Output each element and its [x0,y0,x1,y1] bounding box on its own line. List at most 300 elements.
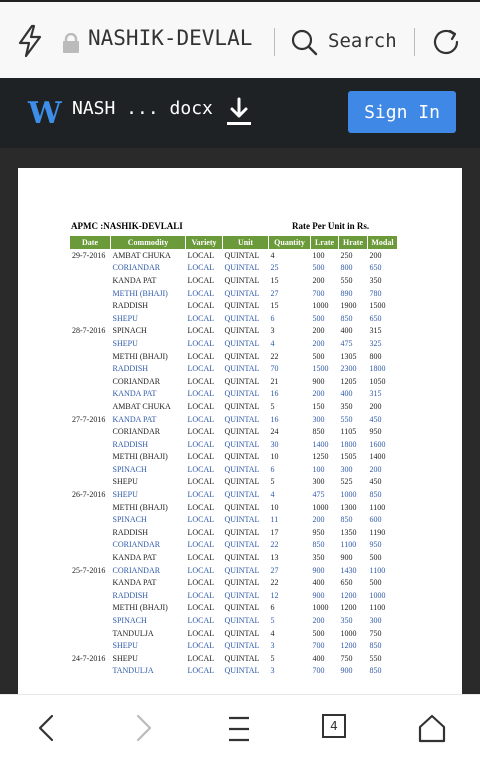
table-cell: LOCAL [187,313,215,323]
table-cell: 1900 [340,301,357,311]
download-icon[interactable] [224,96,254,128]
table-cell: 25-7-2016 [72,565,106,575]
tabs-icon[interactable]: 4 [322,714,346,738]
table-cell: 200 [312,338,325,348]
table-cell: LOCAL [187,527,215,537]
table-cell: 24-7-2016 [72,653,106,663]
table-cell: 5 [270,616,275,626]
table-cell [70,262,111,275]
column-header: Lrate [311,236,339,249]
table-cell: 27 [270,288,279,298]
table-cell: 900 [340,553,353,563]
table-cell: 350 [340,401,353,411]
table-cell: RADDISH [112,527,149,537]
table-cell: TANDULJA [112,666,154,676]
table-cell: LOCAL [187,263,215,273]
table-row [70,425,398,438]
table-cell: 4 [270,250,275,260]
table-cell: 350 [312,553,325,563]
table-cell: KANDA PAT [112,275,157,285]
table-cell: 400 [312,653,325,663]
table-cell: 500 [369,578,382,588]
table-cell: LOCAL [187,364,215,374]
table-cell: QUINTAL [224,364,260,374]
table-cell [70,614,111,627]
table-cell [70,526,111,539]
table-cell [70,501,111,514]
table-cell: QUINTAL [224,301,260,311]
table-cell [70,312,111,325]
table-cell: 26-7-2016 [72,490,106,500]
table-cell: 300 [369,616,382,626]
table-cell: 22 [270,540,279,550]
table-row [70,551,398,564]
table-cell: 15 [270,275,279,285]
table-cell [70,627,111,640]
table-cell: CORIANDAR [112,540,161,550]
document-filename: NASH ... docx [72,98,213,119]
table-cell [70,400,111,413]
table-cell: 400 [340,326,353,336]
table-cell: 700 [312,641,325,651]
table-cell: SHEPU [112,313,138,323]
table-row [70,513,398,526]
table-cell: 3 [270,326,275,336]
table-cell: QUINTAL [224,578,260,588]
table-cell: 27 [270,565,279,575]
table-cell: 300 [340,464,353,474]
lock-icon [62,33,80,53]
table-cell: LOCAL [187,401,215,411]
table-cell: 6 [270,603,275,613]
table-cell: 450 [369,414,382,424]
table-cell: 29-7-2016 [72,250,106,260]
table-cell [70,337,111,350]
table-cell [70,551,111,564]
table-cell: 200 [312,326,325,336]
table-cell: 1400 [369,452,386,462]
table-cell [70,274,111,287]
table-cell [70,350,111,363]
table-cell: SPINACH [112,464,147,474]
table-cell: 500 [312,263,325,273]
table-cell: QUINTAL [224,527,260,537]
table-cell [70,463,111,476]
column-header: Hrate [339,236,368,249]
table-cell: QUINTAL [224,540,260,550]
table-cell: QUINTAL [224,263,260,273]
table-cell: 10 [270,452,279,462]
table-cell: 850 [369,641,382,651]
divider [274,28,275,56]
table-cell: 10 [270,502,279,512]
table-cell: 900 [312,565,325,575]
bottom-navigation [0,694,480,765]
table-row [70,463,398,476]
table-cell: RADDISH [112,439,149,449]
table-cell: 22 [270,578,279,588]
table-cell: 400 [340,389,353,399]
table-cell: 1305 [340,351,357,361]
table-cell: QUINTAL [224,553,260,563]
table-cell: 950 [312,527,325,537]
table-row [70,287,398,300]
table-cell [70,438,111,451]
table-cell: 200 [312,515,325,525]
table-cell: QUINTAL [224,288,260,298]
table-cell [70,576,111,589]
word-logo-icon: W [28,96,62,131]
table-cell: 200 [369,250,382,260]
table-cell: 780 [369,288,382,298]
table-cell: 1190 [369,527,386,537]
table-cell: LOCAL [187,464,215,474]
table-cell: QUINTAL [224,351,260,361]
table-cell: 1800 [340,439,357,449]
table-cell: LOCAL [187,326,215,336]
table-cell: KANDA PAT [112,414,157,424]
table-row [70,299,398,312]
column-header: Commodity [111,236,186,249]
document-page [18,168,462,694]
menu-icon[interactable] [227,715,251,743]
table-cell: 500 [312,313,325,323]
table-cell: RADDISH [112,364,149,374]
table-row [70,312,398,325]
table-cell: 325 [369,338,382,348]
table-row [70,639,398,652]
table-cell: QUINTAL [224,565,260,575]
table-cell: QUINTAL [224,338,260,348]
table-row [70,564,398,577]
table-cell: LOCAL [187,351,215,361]
browser-top-bar [0,0,480,78]
table-cell: 5 [270,653,275,663]
table-cell: 890 [340,288,353,298]
table-row [70,375,398,388]
table-cell: 1105 [340,427,357,437]
table-body [70,249,398,677]
table-row [70,627,398,640]
table-cell [70,375,111,388]
table-cell: 3 [270,641,275,651]
table-cell: 350 [340,616,353,626]
table-cell: QUINTAL [224,666,260,676]
table-cell: 1100 [369,603,386,613]
sign-in-button[interactable]: Sign In [348,91,456,133]
back-arrow-icon[interactable] [36,713,56,743]
table-cell: 15 [270,301,279,311]
table-cell: 1205 [340,376,357,386]
table-cell: 250 [340,250,353,260]
table-cell: QUINTAL [224,452,260,462]
table-cell [70,425,111,438]
table-cell: 500 [369,553,382,563]
table-cell: 1505 [340,452,357,462]
table-cell: LOCAL [187,502,215,512]
table-cell: LOCAL [187,389,215,399]
table-cell: 24 [270,427,279,437]
table-cell [70,287,111,300]
table-cell: 500 [312,351,325,361]
table-cell: 1200 [340,603,357,613]
table-cell: 700 [312,666,325,676]
table-cell: 1200 [340,590,357,600]
table-row [70,400,398,413]
table-cell [70,362,111,375]
table-cell: 6 [270,464,275,474]
table-row [70,274,398,287]
column-header: Unit [223,236,269,249]
table-cell [70,639,111,652]
table-cell: 200 [312,389,325,399]
forward-arrow-icon[interactable] [134,713,154,743]
table-cell: SPINACH [112,326,147,336]
table-cell [70,388,111,401]
table-row [70,665,398,678]
table-cell: QUINTAL [224,490,260,500]
table-cell: LOCAL [187,301,215,311]
table-cell: 12 [270,590,279,600]
table-cell: SHEPU [112,338,138,348]
table-cell: 27-7-2016 [72,414,106,424]
table-cell: CORIANDAR [112,565,161,575]
table-row [70,589,398,602]
table-cell: 200 [369,464,382,474]
table-cell: LOCAL [187,616,215,626]
table-cell: LOCAL [187,553,215,563]
table-cell: 28-7-2016 [72,326,106,336]
table-cell: LOCAL [187,603,215,613]
document-viewer[interactable] [0,148,480,694]
table-cell: 1600 [369,439,386,449]
table-row [70,325,398,338]
table-cell: 1430 [340,565,357,575]
table-cell: 1000 [340,628,357,638]
table-row [70,337,398,350]
table-cell: QUINTAL [224,502,260,512]
table-cell: LOCAL [187,628,215,638]
table-cell: 400 [312,578,325,588]
table-cell: LOCAL [187,653,215,663]
table-cell: KANDA PAT [112,578,157,588]
table-cell: QUINTAL [224,414,260,424]
table-row [70,350,398,363]
table-cell: 3 [270,666,275,676]
rate-unit-note: Rate Per Unit in Rs. [292,221,370,231]
table-cell: LOCAL [187,338,215,348]
table-cell: QUINTAL [224,275,260,285]
table-cell: AMBAT CHUKA [112,401,171,411]
table-cell: SPINACH [112,616,147,626]
table-cell: 6 [270,313,275,323]
table-cell [70,589,111,602]
table-cell: QUINTAL [224,464,260,474]
table-cell: LOCAL [187,490,215,500]
table-cell: 850 [340,515,353,525]
table-cell: 1050 [369,376,386,386]
table-cell: 315 [369,389,382,399]
table-cell: AMBAT CHUKA [112,250,171,260]
table-cell: QUINTAL [224,389,260,399]
table-row [70,602,398,615]
table-cell: CORIANDAR [112,376,161,386]
document-toolbar [0,78,480,148]
table-cell: TANDULJA [112,628,154,638]
table-cell: 70 [270,364,279,374]
table-cell: 1500 [312,364,329,374]
table-cell: QUINTAL [224,590,260,600]
table-cell: 1000 [369,590,386,600]
table-cell: LOCAL [187,275,215,285]
home-icon[interactable] [418,713,446,743]
table-cell: LOCAL [187,439,215,449]
table-cell: RADDISH [112,301,149,311]
table-row [70,249,398,262]
table-cell: SHEPU [112,653,138,663]
table-cell: 900 [312,590,325,600]
table-cell: 950 [369,427,382,437]
table-cell: SHEPU [112,490,138,500]
table-cell: 750 [340,653,353,663]
table-cell [70,665,111,678]
table-header-row [70,236,398,249]
table-cell: 4 [270,338,275,348]
table-cell: 200 [312,616,325,626]
table-cell: 300 [312,414,325,424]
table-cell: LOCAL [187,250,215,260]
table-cell: 650 [340,578,353,588]
table-cell: 1200 [340,641,357,651]
table-row [70,576,398,589]
rates-table [70,236,398,677]
table-cell: 1000 [312,502,329,512]
table-row [70,451,398,464]
table-cell: SHEPU [112,477,138,487]
table-cell: 200 [369,401,382,411]
table-cell: 850 [369,490,382,500]
table-cell: 700 [312,288,325,298]
table-cell: QUINTAL [224,515,260,525]
table-cell: METHI (BHAJI) [112,452,168,462]
table-cell: LOCAL [187,641,215,651]
table-cell: 850 [340,313,353,323]
table-cell: QUINTAL [224,477,260,487]
table-cell: LOCAL [187,414,215,424]
table-cell: SHEPU [112,641,138,651]
table-cell: QUINTAL [224,641,260,651]
table-cell: 13 [270,553,279,563]
table-cell: CORIANDAR [112,427,161,437]
table-row [70,614,398,627]
table-cell: 1350 [340,527,357,537]
table-cell: 475 [340,338,353,348]
document-title: APMC :NASHIK-DEVLALI [71,221,183,231]
table-cell: LOCAL [187,578,215,588]
table-cell: 100 [312,464,325,474]
table-cell: 950 [369,540,382,550]
table-row [70,262,398,275]
table-cell: 650 [369,313,382,323]
column-header: Quantity [269,236,311,249]
table-cell: 900 [340,666,353,676]
table-cell: 1100 [369,502,386,512]
table-cell: 800 [340,263,353,273]
table-cell: 1000 [312,301,329,311]
table-cell [70,539,111,552]
table-cell: 800 [369,351,382,361]
table-cell: QUINTAL [224,250,260,260]
table-cell: LOCAL [187,452,215,462]
table-cell: 550 [340,275,353,285]
column-header: Modal [368,236,398,249]
search-label[interactable]: Search [328,30,397,52]
table-cell: 1000 [340,490,357,500]
table-cell [70,476,111,489]
table-cell: 200 [312,275,325,285]
table-cell: 750 [369,628,382,638]
table-cell: 5 [270,477,275,487]
table-cell: 1100 [340,540,357,550]
column-header: Date [70,236,111,249]
table-cell: QUINTAL [224,326,260,336]
table-cell: 1800 [369,364,386,374]
table-cell: METHI (BHAJI) [112,288,168,298]
lightning-icon[interactable] [16,24,44,58]
table-row [70,362,398,375]
table-row [70,526,398,539]
search-icon[interactable] [290,28,318,56]
table-cell [70,602,111,615]
table-cell: 850 [369,666,382,676]
table-cell: 21 [270,376,279,386]
table-cell: 1250 [312,452,329,462]
table-cell: QUINTAL [224,313,260,323]
table-cell: QUINTAL [224,628,260,638]
table-row [70,488,398,501]
table-cell: LOCAL [187,515,215,525]
table-cell: QUINTAL [224,603,260,613]
table-cell: 1300 [340,502,357,512]
table-cell: QUINTAL [224,439,260,449]
table-cell: LOCAL [187,666,215,676]
table-cell: 4 [270,628,275,638]
table-cell: 450 [369,477,382,487]
table-cell: METHI (BHAJI) [112,603,168,613]
table-cell: RADDISH [112,590,149,600]
table-cell: LOCAL [187,590,215,600]
table-cell: 850 [312,540,325,550]
table-row [70,388,398,401]
table-cell: KANDA PAT [112,389,157,399]
table-row [70,413,398,426]
table-cell: 650 [369,263,382,273]
table-cell: 900 [312,376,325,386]
table-cell: LOCAL [187,427,215,437]
url-field[interactable]: NASHIK-DEVLAL [88,26,253,50]
reload-icon[interactable] [430,26,462,58]
table-cell: 4 [270,490,275,500]
table-cell: CORIANDAR [112,263,161,273]
column-header: Variety [186,236,223,249]
table-cell: 850 [312,427,325,437]
table-cell: 350 [369,275,382,285]
table-cell: LOCAL [187,477,215,487]
table-cell: METHI (BHAJI) [112,351,168,361]
table-cell: QUINTAL [224,616,260,626]
table-cell: 16 [270,389,279,399]
table-row [70,438,398,451]
